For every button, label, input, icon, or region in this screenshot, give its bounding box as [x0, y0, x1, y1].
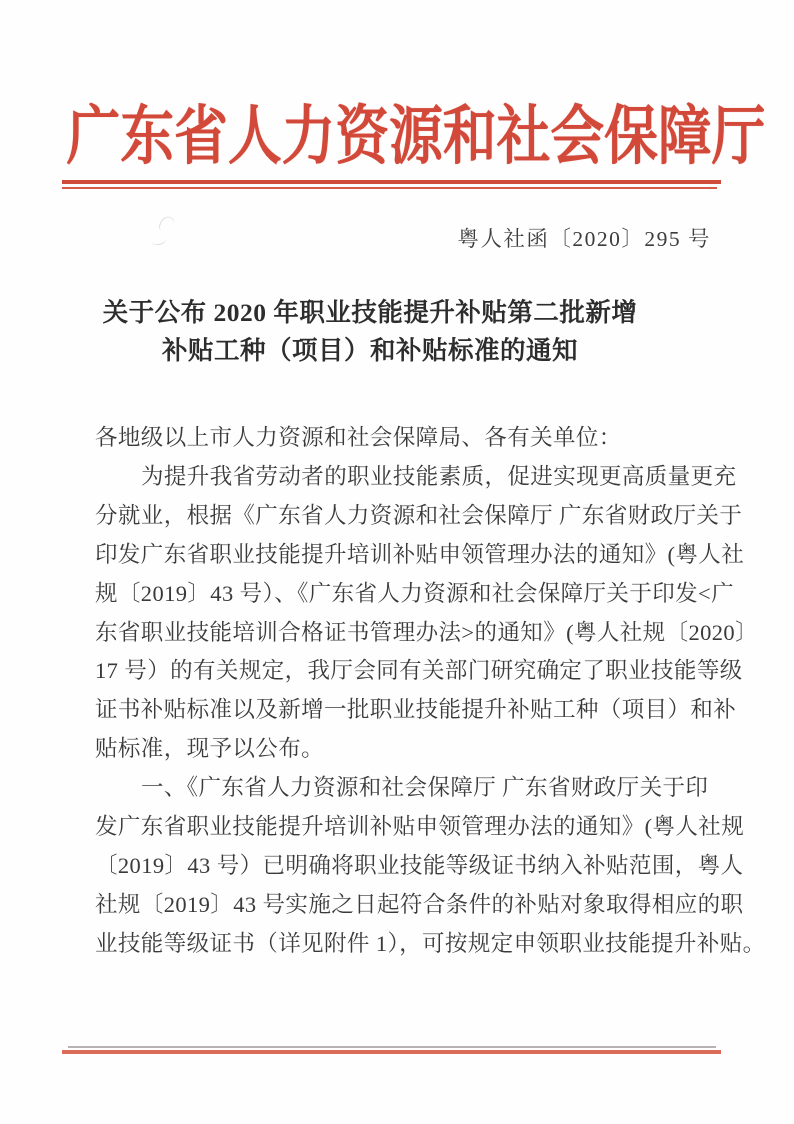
- paragraph-2-line: 业技能等级证书（详见附件 1），可按规定申领职业技能提升补贴。: [95, 930, 766, 956]
- paragraph-1-line: 证书补贴标准以及新增一批职业技能提升补贴工种（项目）和补: [95, 697, 737, 723]
- paragraph-2-line: 一、《广东省人力资源和社会保障厅 广东省财政厅关于印: [141, 775, 709, 801]
- salutation: 各地级以上市人力资源和社会保障局、各有关单位：: [95, 425, 622, 450]
- letterhead-rule-thin: [62, 187, 717, 189]
- paragraph-2-line: 社规〔2019〕43 号实施之日起符合条件的补贴对象取得相应的职: [95, 891, 744, 917]
- notice-title-line-2: 补贴工种（项目）和补贴标准的通知: [161, 336, 578, 365]
- notice-title-line-1: 关于公布 2020 年职业技能提升补贴第二批新增: [102, 298, 638, 327]
- letterhead: [0, 100, 794, 174]
- document-number: 粤人社函〔2020〕295 号: [457, 227, 711, 251]
- paragraph-1-line: 为提升我省劳动者的职业技能素质，促进实现更高质量更充: [141, 463, 737, 489]
- footer-rule-thin: [68, 1046, 716, 1048]
- notice-title: [58, 294, 682, 370]
- paragraph-1-line: 17 号）的有关规定，我厅会同有关部门研究确定了职业技能等级: [95, 658, 743, 684]
- document-body: [95, 419, 766, 964]
- paragraph-2-line: 发广东省职业技能提升培训补贴申领管理办法的通知》(粤人社规: [95, 814, 745, 840]
- letterhead-title: 广东省人力资源和社会保障厅: [66, 101, 766, 172]
- paragraph-1-line: 印发广东省职业技能提升培训补贴申领管理办法的通知》(粤人社: [95, 541, 745, 567]
- paragraph-1-line: 规〔2019〕43 号）、《广东省人力资源和社会保障厅关于印发<广: [95, 580, 735, 606]
- paragraph-1-line: 东省职业技能培训合格证书管理办法>的通知》(粤人社规〔2020〕: [95, 619, 758, 645]
- paragraph-2-line: 〔2019〕43 号）已明确将职业技能等级证书纳入补贴范围，粤人: [95, 852, 744, 878]
- paragraph-1-line: 分就业，根据《广东省人力资源和社会保障厅 广东省财政厅关于: [95, 502, 743, 528]
- footer-rule-red: [62, 1050, 721, 1054]
- letterhead-rule-thick: [62, 180, 721, 184]
- paragraph-1-line: 贴标准，现予以公布。: [95, 736, 325, 762]
